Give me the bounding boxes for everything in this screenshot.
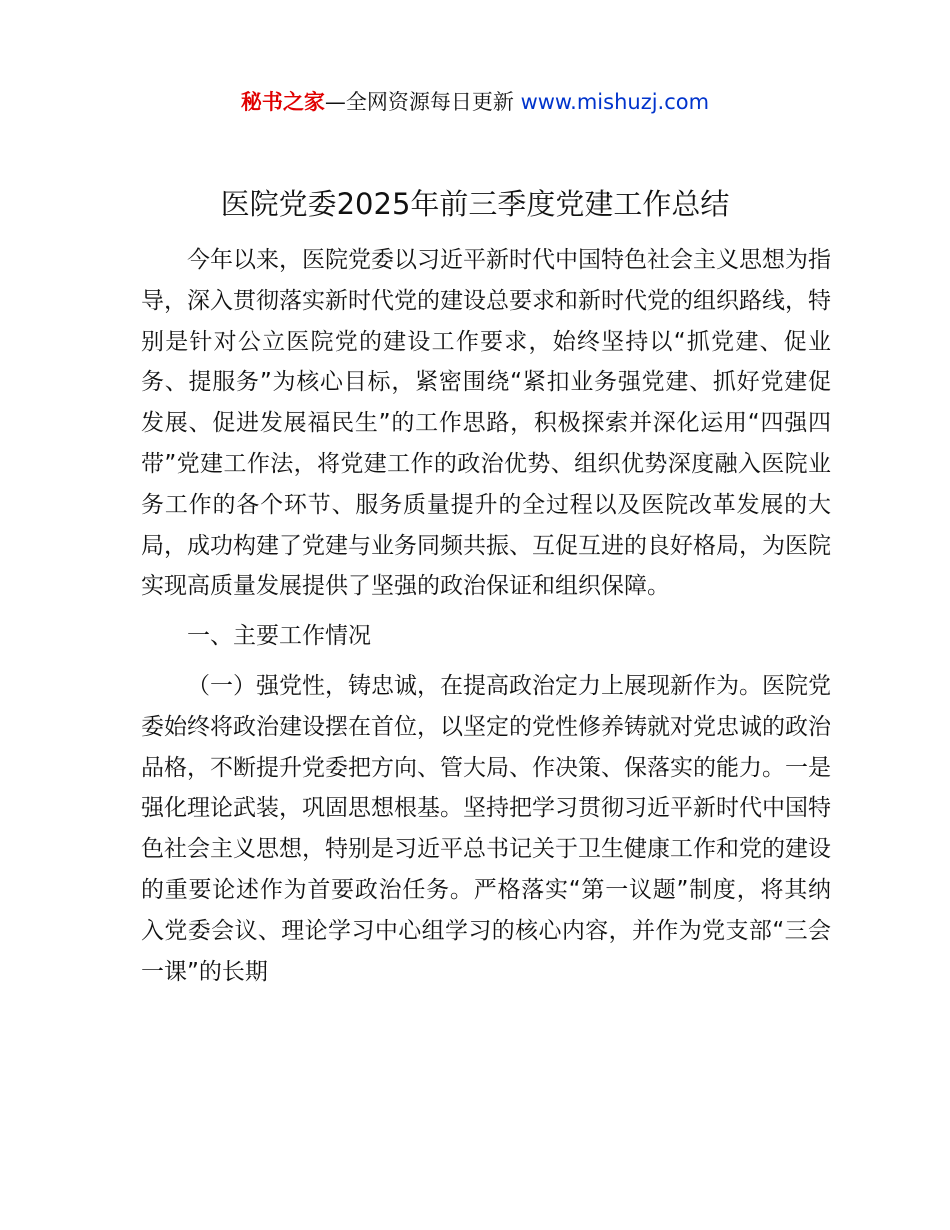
site-url-link[interactable]: www.mishuzj.com	[520, 90, 710, 114]
site-brand: 秘书之家	[240, 90, 325, 114]
section-heading: 一、主要工作情况	[187, 623, 371, 650]
document-body	[141, 240, 831, 992]
section-paragraph: （一）强党性，铸忠诚，在提高政治定力上展现新作为。医院党委始终将政治建设摆在首位，以坚定的党性修养铸就对党忠诚的政治品格，不断提升党委把方向、管大局、作决策、保落实的能力。一是强化理论武装，巩固思想根基。坚持把学习贯彻习近平新时代中国特色社会主义思想，特别是习近平总书记关于卫生健康工作和党的建设的重要论述作为首要政治任务。严格落实“第一议题”制度，将其纳入党委会议、理论学习中心组学习的核心内容，并作为党支部“三会一课”的长期	[141, 672, 831, 985]
site-header	[0, 86, 950, 118]
site-tagline: —全网资源每日更新	[324, 90, 521, 114]
intro-paragraph: 今年以来，医院党委以习近平新时代中国特色社会主义思想为指导，深入贯彻落实新时代党的建设总要求和新时代党的组织路线，特别是针对公立医院党的建设工作要求，始终坚持以“抓党建、促业务、提服务”为核心目标，紧密围绕“紧扣业务强党建、抓好党建促发展、促进发展福民生”的工作思路，积极探索并深化运用“四强四带”党建工作法，将党建工作的政治优势、组织优势深度融入医院业务工作的各个环节、服务质量提升的全过程以及医院改革发展的大局，成功构建了党建与业务同频共振、互促互进的良好格局，为医院实现高质量发展提供了坚强的政治保证和组织保障。	[141, 247, 831, 600]
document-title: 医院党委2025年前三季度党建工作总结	[220, 187, 730, 221]
